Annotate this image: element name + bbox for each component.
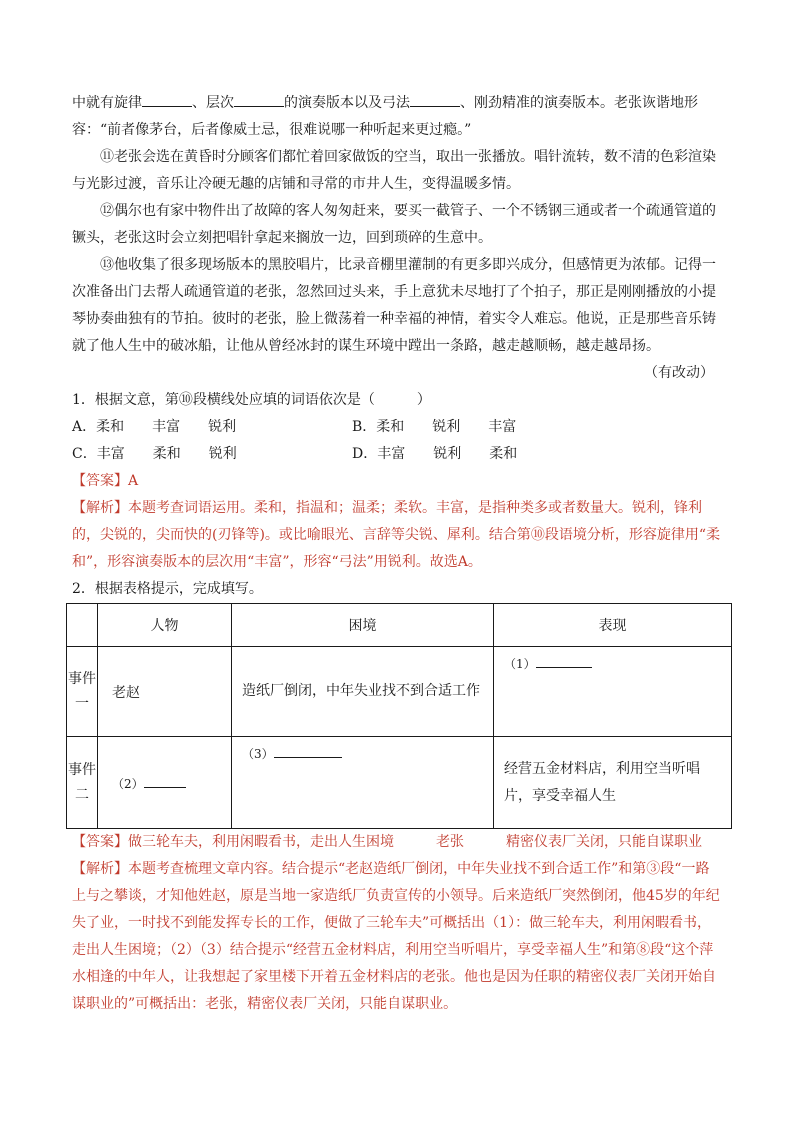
question-2-answer: 【答案】做三轮车夫，利用闲暇看书，走出人生困境 老张 精密仪表厂关闭，只能自谋职业 bbox=[72, 834, 702, 850]
question-1-answer: 【答案】A bbox=[72, 473, 139, 489]
option-d: D．丰富 锐利 柔和 bbox=[352, 446, 518, 462]
fill-blank-3 bbox=[410, 93, 460, 107]
question-1-stem: 1．根据文意，第⑩段横线处应填的词语依次是（ ） bbox=[72, 392, 431, 408]
dilemma-cell: （3） bbox=[232, 737, 494, 829]
performance-cell: 经营五金材料店，利用空当听唱片，享受幸福人生 bbox=[494, 737, 732, 829]
question-1-options bbox=[72, 414, 722, 468]
table-header-blank bbox=[67, 604, 98, 647]
question-2-analysis: 【解析】本题考查梳理文章内容。结合提示“老赵造纸厂倒闭，中年失业找不到合适工作”和第③段“一路上与之攀谈，才知他姓赵，原是当地一家造纸厂负责宣传的小领导。后来造纸厂突然倒闭，他45岁的年纪失了业，一时找不到能发挥专长的工作，便做了三轮车夫”可概括出（1）：做三轮车夫，利用闲暇看书，走出人生困境；（2）（3）结合提示“经营五金材料店，利用空当听唱片，享受幸福人生”和第⑧段“这个萍水相逢的中年人，让我想起了家里楼下开着五金材料店的老张。他也是因为任职的精密仪表厂关闭开始自谋职业的”可概括出：老张，精密仪表厂关闭，只能自谋职业。 bbox=[72, 861, 720, 1012]
table-header-person: 人物 bbox=[98, 604, 232, 647]
dilemma-cell: 造纸厂倒闭，中年失业找不到合适工作 bbox=[232, 647, 494, 737]
performance-cell: （1） bbox=[494, 647, 732, 737]
fill-blank-1 bbox=[142, 93, 192, 107]
option-b: B．柔和 锐利 丰富 bbox=[352, 419, 517, 435]
fill-blank-table-3 bbox=[274, 744, 342, 758]
fill-blank-table-2 bbox=[144, 774, 186, 788]
person-cell: （2） bbox=[98, 737, 232, 829]
table-header-performance: 表现 bbox=[494, 604, 732, 647]
fill-blank-table-1 bbox=[536, 654, 592, 668]
adaptation-note: （有改动） bbox=[644, 365, 714, 381]
passage-paragraph-11: ⑪老张会选在黄昏时分顾客们都忙着回家做饭的空当，取出一张播放。唱针流转，数不清的色彩渲染与光影过渡，音乐让冷硬无趣的店铺和寻常的市井人生，变得温暖多情。 bbox=[72, 149, 716, 192]
event-cell: 事件一 bbox=[67, 647, 98, 737]
answer-table bbox=[66, 603, 732, 829]
person-cell: 老赵 bbox=[98, 647, 232, 737]
document-page bbox=[68, 90, 722, 1018]
passage-paragraph-12: ⑫偶尔也有家中物件出了故障的客人匆匆赶来，要买一截管子、一个不锈钢三通或者一个疏通管道的镢头，老张这时会立刻把唱针拿起来搁放一边，回到琐碎的生意中。 bbox=[72, 203, 716, 246]
table-header-row bbox=[67, 604, 732, 647]
passage-paragraph-10: 中就有旋律 、层次 的演奏版本以及弓法 、刚劲精准的演奏版本。老张诙谐地形容：“前者像茅台，后者像威士忌，很难说哪一种听起来更过瘾。” bbox=[72, 95, 698, 138]
table-row bbox=[67, 737, 732, 829]
option-a: A．柔和 丰富 锐利 bbox=[72, 419, 237, 435]
option-c: C．丰富 柔和 锐利 bbox=[72, 446, 237, 462]
question-2-stem: 2．根据表格提示，完成填写。 bbox=[72, 581, 263, 597]
passage-paragraph-13: ⑬他收集了很多现场版本的黑胶唱片，比录音棚里灌制的有更多即兴成分，但感情更为浓郁。记得一次准备出门去帮人疏通管道的老张，忽然回过头来，手上意犹未尽地打了个拍子，那正是刚刚播放的小提琴协奏曲独有的节拍。彼时的老张，脸上微荡着一种幸福的神情，着实令人难忘。他说，正是那些音乐铸就了他人生中的破冰船，让他从曾经冰封的谋生环境中蹚出一条路，越走越顺畅，越走越昂扬。 bbox=[72, 257, 716, 354]
table-header-dilemma: 困境 bbox=[232, 604, 494, 647]
question-1-analysis: 【解析】本题考查词语运用。柔和，指温和；温柔；柔软。丰富，是指种类多或者数量大。锐利，锋利的，尖锐的，尖而快的(刃锋等)。或比喻眼光、言辞等尖锐、犀利。结合第⑩段语境分析，形容旋律用“柔和”，形容演奏版本的层次用“丰富”，形容“弓法”用锐利。故选A。 bbox=[72, 500, 721, 570]
event-cell: 事件二 bbox=[67, 737, 98, 829]
table-row bbox=[67, 647, 732, 737]
fill-blank-2 bbox=[234, 93, 284, 107]
